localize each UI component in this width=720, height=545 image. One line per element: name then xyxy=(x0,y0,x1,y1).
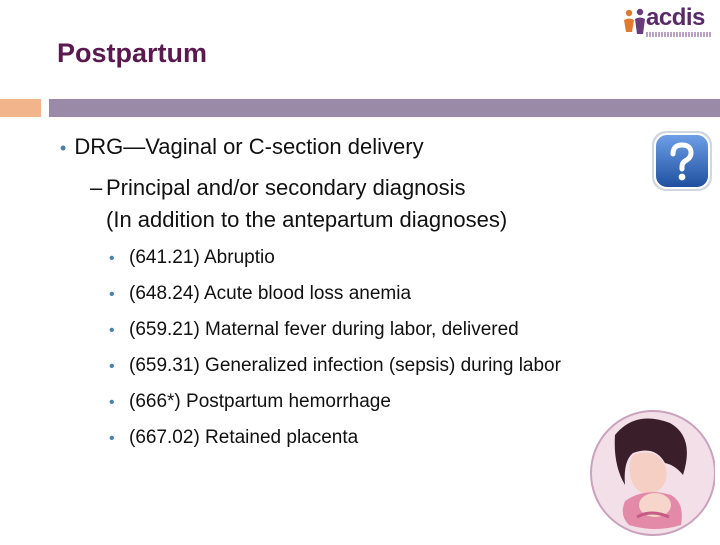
bullet-dot-icon: • xyxy=(109,430,115,447)
logo-wordmark: acdis xyxy=(646,4,705,31)
slide-title: Postpartum xyxy=(57,38,208,68)
diagnosis-list xyxy=(109,247,561,463)
list-item: • (666*) Postpartum hemorrhage xyxy=(109,391,391,412)
mother-baby-illustration xyxy=(585,405,715,540)
bullet-dot-icon: • xyxy=(60,138,67,158)
level1-text: DRG—Vaginal or C-section delivery xyxy=(74,134,424,159)
title-rule-divider xyxy=(41,92,49,124)
list-item: • (667.02) Retained placenta xyxy=(109,427,359,448)
bullet-dot-icon: • xyxy=(109,250,115,267)
bullet-level2 xyxy=(90,172,507,236)
bullet-level1 xyxy=(60,134,424,160)
question-mark-icon xyxy=(649,128,715,194)
bullet-dot-icon: • xyxy=(109,394,115,411)
level2-text-line1: Principal and/or secondary diagnosis xyxy=(106,175,466,200)
list-item: • (659.21) Maternal fever during labor, delivered xyxy=(109,319,519,340)
bullet-dot-icon: • xyxy=(109,322,115,339)
title-rule-accent xyxy=(0,99,41,117)
level2-text-line2: (In addition to the antepartum diagnoses) xyxy=(106,207,508,232)
bullet-dot-icon: • xyxy=(109,286,115,303)
list-item: • (659.31) Generalized infection (sepsis) during labor xyxy=(109,355,561,376)
title-rule-bar xyxy=(49,99,720,117)
logo-tagline xyxy=(646,32,712,37)
list-item: • (641.21) Abruptio xyxy=(109,247,275,268)
bullet-dot-icon: • xyxy=(109,358,115,375)
acdis-logo xyxy=(622,6,714,44)
list-item: • (648.24) Acute blood loss anemia xyxy=(109,283,412,304)
dash-icon: – xyxy=(90,175,103,200)
